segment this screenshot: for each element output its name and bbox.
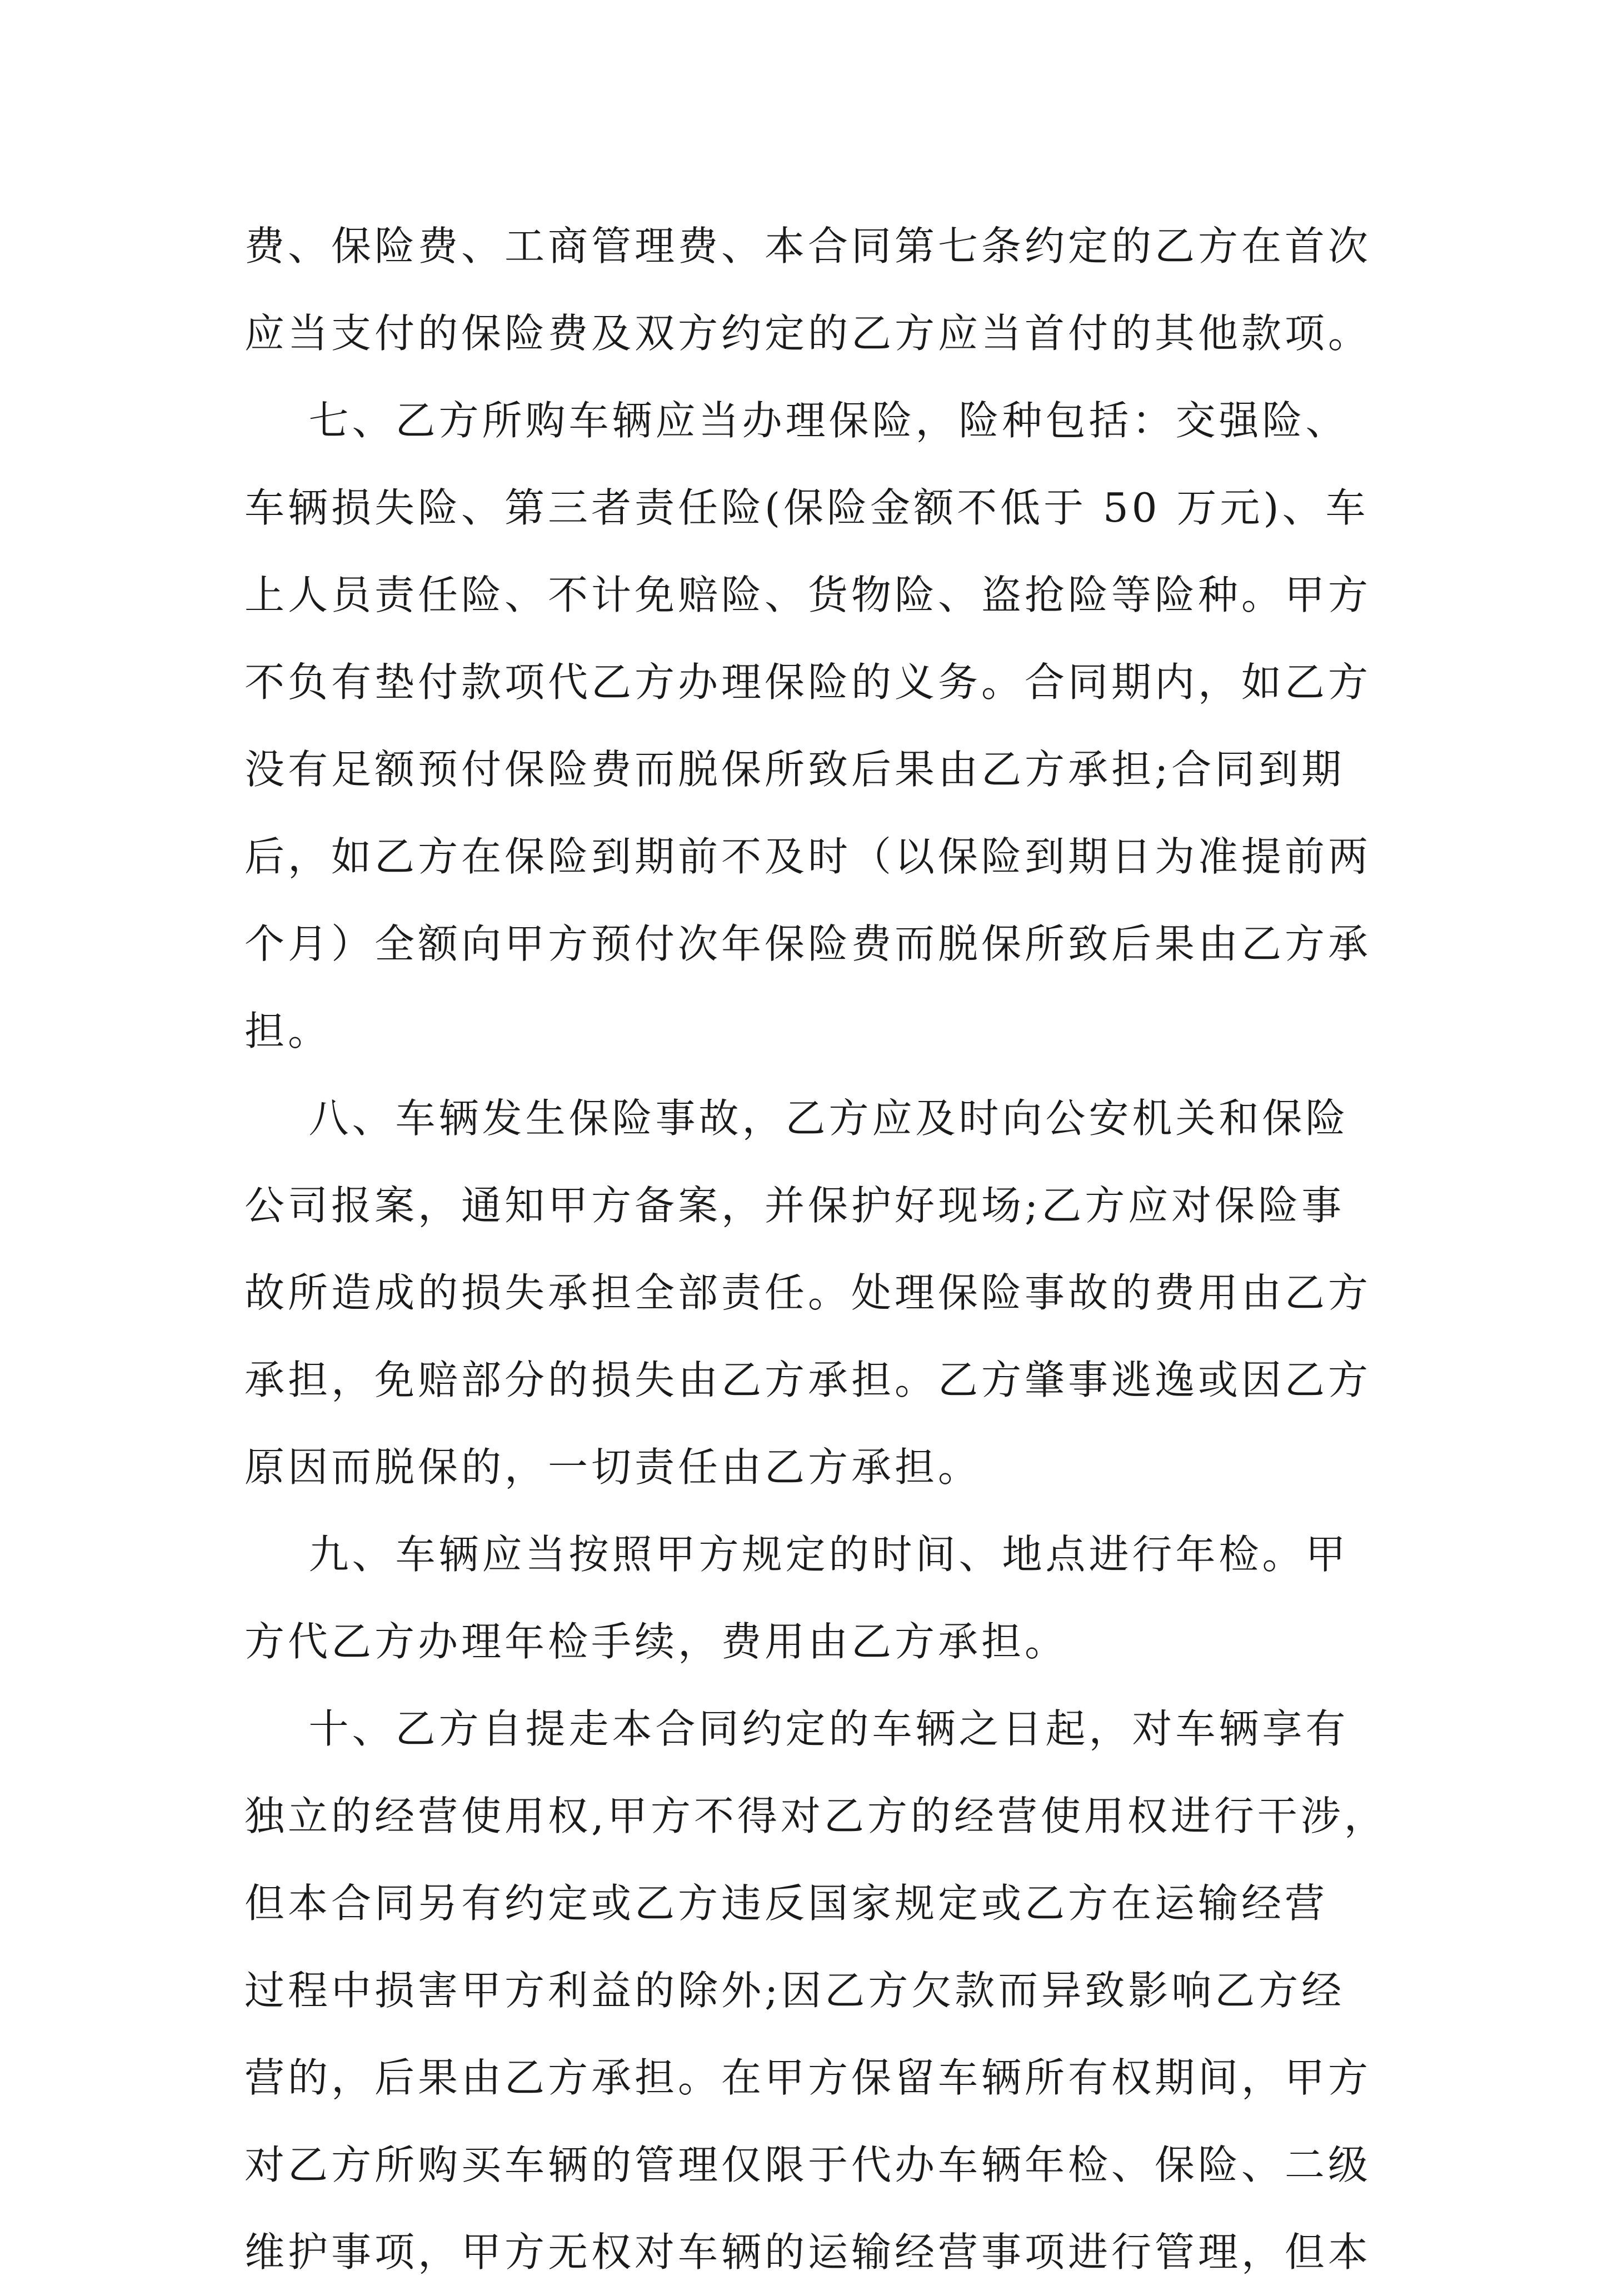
text-line: 维护事项，甲方无权对车辆的运输经营事项进行管理，但本 — [244, 2229, 1372, 2275]
text-line: 应当支付的保险费及双方约定的乙方应当首付的其他款项。 — [244, 310, 1372, 357]
text-line: 公司报案，通知甲方备案，并保护好现场;乙方应对保险事 — [244, 1182, 1345, 1229]
text-line: 过程中损害甲方利益的除外;因乙方欠款而异致影响乙方经 — [244, 1967, 1345, 2014]
text-line: 担。 — [244, 1008, 332, 1054]
text-line: 十、乙方自提走本合同约定的车辆之日起，对车辆享有 — [244, 1705, 1349, 1752]
text-line: 独立的经营使用权,甲方不得对乙方的经营使用权进行干涉， — [244, 1793, 1387, 1839]
text-line: 八、车辆发生保险事故，乙方应及时向公安机关和保险 — [244, 1095, 1349, 1142]
text-line: 没有足额预付保险费而脱保所致后果由乙方承担;合同到期 — [244, 746, 1345, 793]
text-line: 但本合同另有约定或乙方违反国家规定或乙方在运输经营 — [244, 1880, 1329, 1927]
contract-text-body — [244, 203, 1389, 2296]
text-line: 上人员责任险、不计免赔险、货物险、盗抢险等险种。甲方 — [244, 572, 1372, 618]
text-line: 营的，后果由乙方承担。在甲方保留车辆所有权期间，甲方 — [244, 2054, 1372, 2101]
text-line: 后，如乙方在保险到期前不及时（以保险到期日为准提前两 — [244, 833, 1372, 880]
text-line: 费、保险费、工商管理费、本合同第七条约定的乙方在首次 — [244, 223, 1372, 269]
text-line: 九、车辆应当按照甲方规定的时间、地点进行年检。甲 — [244, 1531, 1349, 1578]
text-line: 车辆损失险、第三者责任险(保险金额不低于 50 万元)、车 — [244, 484, 1369, 531]
text-line: 不负有垫付款项代乙方办理保险的义务。合同期内，如乙方 — [244, 659, 1372, 706]
text-line: 故所造成的损失承担全部责任。处理保险事故的费用由乙方 — [244, 1269, 1372, 1316]
text-line: 承担，免赔部分的损失由乙方承担。乙方肇事逃逸或因乙方 — [244, 1357, 1372, 1403]
text-line: 方代乙方办理年检手续，费用由乙方承担。 — [244, 1618, 1068, 1665]
text-line: 原因而脱保的，一切责任由乙方承担。 — [244, 1444, 982, 1490]
text-line: 七、乙方所购车辆应当办理保险，险种包括：交强险、 — [244, 397, 1349, 444]
text-line: 个月）全额向甲方预付次年保险费而脱保所致后果由乙方承 — [244, 921, 1372, 967]
text-line: 对乙方所购买车辆的管理仅限于代办车辆年检、保险、二级 — [244, 2142, 1372, 2188]
